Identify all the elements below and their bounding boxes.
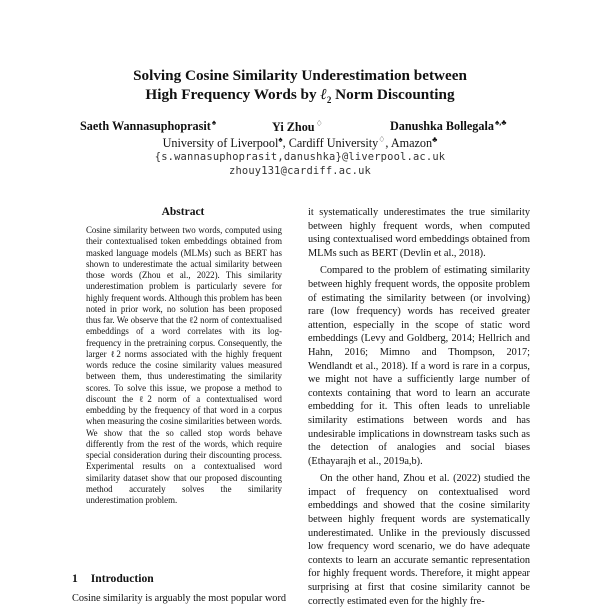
affil-amazon: Amazon (390, 136, 433, 150)
title-norm-symbol: ℓ (320, 86, 327, 103)
title-line-2-prefix: High Frequency Words by (145, 86, 321, 103)
affil-amazon-mark: ♣ (432, 135, 438, 144)
author-3-name: Danushka Bollegala (390, 119, 494, 133)
affiliations: University of Liverpool♠, Cardiff University♢, Amazon♣ (162, 135, 438, 150)
author-1-name: Saeth Wannasuphoprasit (80, 119, 211, 133)
title-norm-subscript: 2 (326, 95, 332, 106)
section-heading-introduction (72, 572, 154, 585)
author-2 (272, 118, 323, 135)
author-1-mark: ♠ (211, 118, 217, 127)
intro-first-line: Cosine similarity is arguably the most popular word (72, 593, 287, 604)
author-3-mark: ♠,♣ (494, 118, 507, 127)
affil-cardiff: Cardiff University (288, 136, 379, 150)
affil-liverpool-mark: ♠ (278, 135, 283, 144)
author-3 (390, 118, 506, 134)
email-line-1[interactable]: {s.wannasuphoprasit,danushka}@liverpool.ac.uk (154, 151, 446, 163)
author-2-mark: ♢ (315, 119, 323, 128)
section-number: 1 (72, 572, 78, 585)
affil-liverpool: University of Liverpool (162, 136, 279, 150)
title-line-1: Solving Cosine Similarity Underestimation between (133, 67, 467, 84)
abstract-body: Cosine similarity between two words, computed using their contextualised token embeddings obtained from masked language models (MLMs) such as BERT has shown to underestimate the actual similarity between those words (Zhou et al., 2022). This similarity underestimation problem is particularly severe for highly frequent words. Although this problem has been noted in prior work, no solution has been proposed thus far. We observe that the ℓ2 norm of contextualised embeddings of a word correlates with its log-frequency in the pretraining corpus. Consequently, the larger ℓ2 norms associated with the highly frequent words reduce the cosine similarity values measured between them, thus underestimating the similarity scores. To solve this issue, we propose a method to discount the ℓ2 norm of a contextualised word embedding by the frequency of that word in a corpus when measuring the cosine similarities between words. We show that the so called stop words behave differently from the rest of the words, which require special consideration during their discounting process. Experimental results on a contextualised word similarity dataset show that our proposed discounting method accurately solves the similarity underestimation problem. (86, 225, 282, 505)
right-paragraph-2: Compared to the problem of estimating similarity between highly frequent words, the opposite problem of estimating the similarity between (or involving) rare (low frequency) words has received greater attention, especially in the scope of static word embeddings (Levy and Goldberg, 2014; Hellrich and Hahn, 2016; Mimno and Thompson, 2017; Wendlandt et al., 2018). If a word is rare in a corpus, we might not have a sufficiently large number of contexts containing that word to learn an accurate embedding for it. This often leads to unreliable similarity estimations between words and has undesirable implications in downstream tasks such as the detection of analogies and social biases (Ethayarajh et al., 2019a,b). (308, 265, 530, 467)
author-list (0, 118, 600, 134)
author-2-name: Yi Zhou (272, 120, 315, 134)
right-paragraph-3: On the other hand, Zhou et al. (2022) studied the impact of frequency on contextualised word embeddings and showed that the cosine similarity between highly frequent words are systematically underestimated. Unlike in the previously discussed low frequency word scenario, we do have adequate contexts to learn an accurate semantic representation for highly frequent words. Therefore, it might appear surprising at first that cosine similarity cannot be correctly estimated even for the highly fre- (308, 473, 530, 607)
section-title: Introduction (90, 572, 154, 585)
author-1 (80, 118, 216, 134)
right-column (308, 206, 530, 608)
affil-cardiff-mark: ♢ (378, 135, 386, 144)
right-paragraph-1: it systematically underestimates the true similarity between highly frequent words, when computed using contextualised word embeddings obtained from MLMs such as BERT (Devlin et al., 2018). (308, 207, 530, 259)
title-line-2 (0, 85, 600, 110)
abstract-heading: Abstract (161, 206, 205, 218)
email-line-2[interactable]: zhouy131@cardiff.ac.uk (228, 165, 372, 177)
paper-title (0, 66, 600, 110)
title-line-2-suffix: Norm Discounting (331, 86, 455, 103)
